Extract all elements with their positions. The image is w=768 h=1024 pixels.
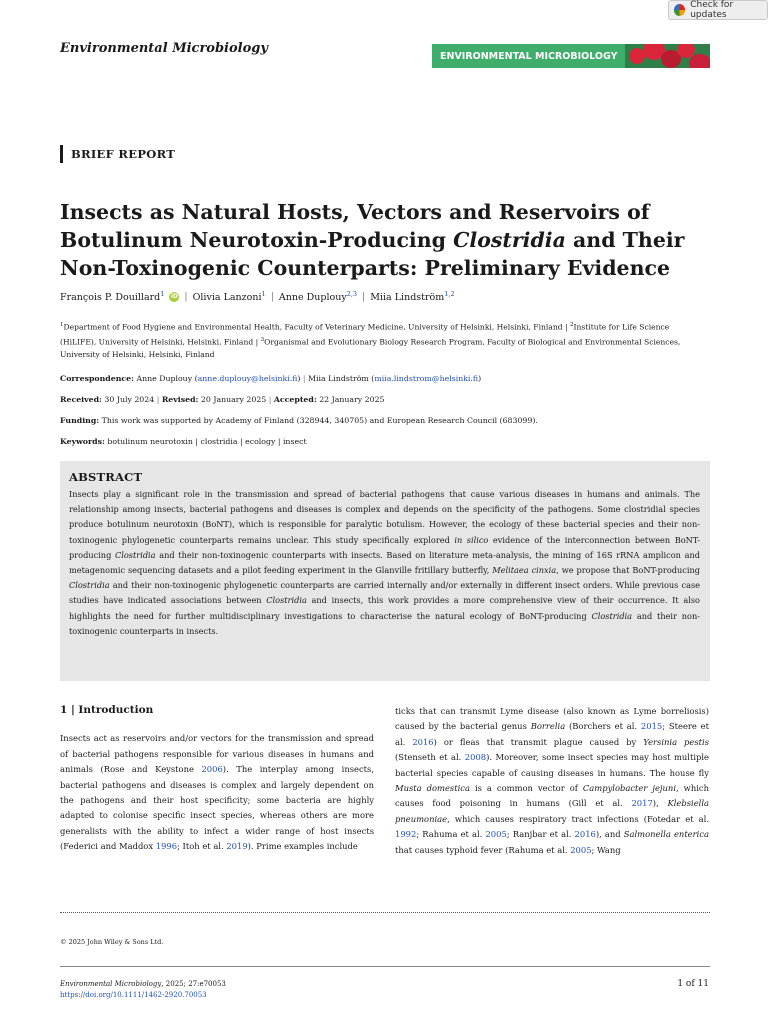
citation-link[interactable]: 2005 <box>485 829 507 840</box>
footer-divider <box>60 966 710 967</box>
page-number: 1 of 11 <box>677 979 709 989</box>
citation-link[interactable]: 2016 <box>574 829 596 840</box>
citation-link[interactable]: 1992 <box>395 829 417 840</box>
article-title <box>60 198 700 282</box>
author-separator: | <box>184 291 188 303</box>
author-link[interactable]: Olivia Lanzoni$^1$ <box>192 290 266 304</box>
check-for-updates-button[interactable] <box>668 0 768 20</box>
author-separator: | <box>362 291 366 303</box>
email-link[interactable]: anne.duplouy@helsinki.fi <box>197 374 298 383</box>
abstract-heading: ABSTRACT <box>69 470 143 484</box>
citation-link[interactable]: 2019 <box>226 841 248 852</box>
citation-link[interactable]: 2015 <box>640 721 663 732</box>
abstract-box <box>60 461 710 681</box>
email-link[interactable]: miia.lindstrom@helsinki.fi <box>374 374 479 383</box>
journal-banner-text: ENVIRONMENTAL MICROBIOLOGY <box>440 50 618 62</box>
article-type <box>60 145 175 163</box>
abstract-text: Insects play a significant role in the transmission and spread of bacterial pathogens that cause various diseases in humans and animals. The relationship among insects, bacterial pathogens and diseases is complex and depends on the specificity of the pathogens. Some clostridial species produce botulinum neurotoxin (BoNT), which is responsible for paralytic botulism. However, the ecology of these bacterial species and their non-toxinogenic phylogenetic counterparts remains unclear. This study specifically explored in silico evidence of the interconnection between BoNT-producing Clostridia and their non-toxinogenic counterparts with insects. Based on literature meta-analysis, the mining of 16S rRNA amplicon and metagenomic sequencing datasets and a pilot feeding experiment in the Glanville fritillary butterfly, Melitaea cinxia, we propose that BoNT-producing Clostridia and their non-toxinogenic phylogenetic counterparts are carried internally and/or externally in different insect orders. While previous case studies have indicated associations between Clostridia and insects, this work provides a more comprehensive view of their occurrence. It also highlights the need for further multidisciplinary investigations to characterise the natural ecology of BoNT-producing Clostridia and their non-toxinogenic counterparts in insects. <box>69 489 701 636</box>
article-type-label: BRIEF REPORT <box>71 147 176 161</box>
author-separator: | <box>270 291 274 303</box>
title-line-1: Insects as Natural Hosts, Vectors and Reservoirs of <box>60 200 650 224</box>
keywords: Keywords: botulinum neurotoxin | clostridia | ecology | insect <box>60 437 307 446</box>
section-heading-introduction: 1 | Introduction <box>60 704 154 716</box>
affiliations: $^1$Department of Food Hygiene and Environmental Health, Faculty of Veterinary Medicine, University of Helsinki, Helsinki, Finland | $^2$Institute for Life Science (HiLIFE), University of Helsinki, Helsinki, Finland | $^3$Organismal and Evolutionary Biology Research Program, Faculty of Biological and Environmental Sciences, University of Helsinki, Helsinki, Finland <box>60 322 681 360</box>
orcid-icon[interactable]: iD <box>170 292 178 300</box>
dotted-divider <box>60 912 710 913</box>
article-dates: Received: 30 July 2024 | Revised: 20 January 2025 | Accepted: 22 January 2025 <box>60 395 385 404</box>
banner-microbe-image <box>625 44 710 68</box>
crossmark-icon <box>674 4 685 16</box>
footer-citation: Environmental Microbiology, 2025; 27:e70053 https://doi.org/10.1111/1462-2920.70053 <box>60 980 226 999</box>
citation-link[interactable]: 1996 <box>155 841 178 852</box>
citation-link[interactable]: 2016 <box>412 736 434 747</box>
body-column-right <box>395 704 709 858</box>
title-line-3: Non-Toxinogenic Counterparts: Preliminary Evidence <box>60 256 671 280</box>
body-column-left <box>60 703 374 855</box>
copyright: © 2025 John Wiley & Sons Ltd. <box>60 938 164 946</box>
check-updates-label: Check for updates <box>690 0 734 20</box>
journal-name: Environmental Microbiology <box>60 41 268 56</box>
correspondence: Correspondence: Anne Duplouy (anne.duplouy@helsinki.fi) | Miia Lindström (miia.lindstrom@helsinki.fi) <box>60 374 482 383</box>
article-type-bar <box>60 145 63 163</box>
doi-link[interactable]: https://doi.org/10.1111/1462-2920.70053 <box>60 991 207 999</box>
citation-link[interactable]: 2005 <box>570 844 592 855</box>
citation-link[interactable]: 2006 <box>201 764 223 775</box>
intro-paragraph-continued: ticks that can transmit Lyme disease (also known as Lyme borreliosis) caused by the bacterial genus Borrelia (Borchers et al. 2015; Steere et al. 2016) or fleas that transmit plague caused by Yersinia pestis (Stenseth et al. 2008). Moreover, some insect species may host multiple bacterial species capable of causing diseases in humans. The house fly Musta domestica is a common vector of Campylobacter jejuni, which causes food poisoning in humans (Gill et al. 2017), Klebsiella pneumoniae, which causes respiratory tract infections (Fotedar et al. 1992; Rahuma et al. 2005; Ranjbar et al. 2016), and Salmonella enterica that causes typhoid fever (Rahuma et al. 2005; Wang <box>395 706 710 855</box>
intro-paragraph: Insects act as reservoirs and/or vectors for the transmission and spread of bacterial pathogens responsible for various diseases in humans and animals (Rose and Keystone 2006). The interplay among insects, bacterial pathogens and diseases is complex and largely dependent on the pathogens and their host specificity; some bacteria are highly adapted to colonise specific insect species, whereas others are more generalists with the ability to infect a wider range of host insects (Federici and Maddox 1996; Itoh et al. 2019). Prime examples include <box>60 733 374 852</box>
citation-link[interactable]: 2017 <box>631 798 653 809</box>
author-link[interactable]: François P. Douillard$^1$ <box>60 290 165 304</box>
author-link[interactable]: Miia Lindström$^{1,2}$ <box>370 290 455 304</box>
journal-banner <box>432 44 710 68</box>
author-link[interactable]: Anne Duplouy$^{2,3}$ <box>278 290 358 304</box>
author-list <box>60 290 455 303</box>
funding: Funding: This work was supported by Academy of Finland (328944, 340705) and European Research Council (683099). <box>60 416 538 425</box>
citation-link[interactable]: 2008 <box>464 752 487 763</box>
title-line-2: Botulinum Neurotoxin-Producing Clostridia and Their <box>60 228 685 252</box>
